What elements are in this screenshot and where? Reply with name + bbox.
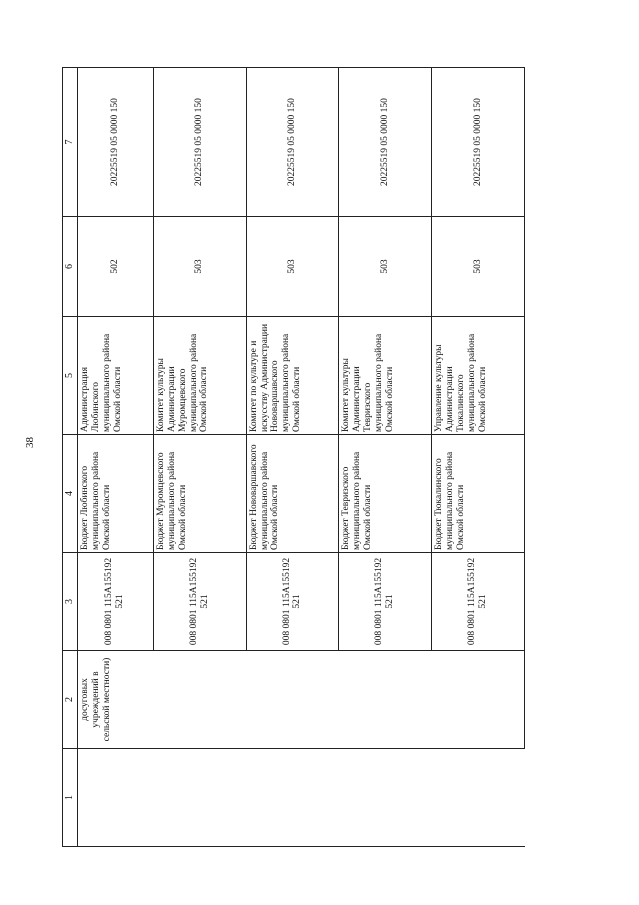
header-row	[63, 68, 78, 847]
header-col-1: 1	[63, 749, 78, 847]
code-cell: 008 0801 115A155192 521	[78, 553, 154, 651]
col2-cell	[78, 651, 525, 749]
page-number: 38	[24, 437, 36, 448]
code6-cell: 503	[339, 217, 432, 317]
code6-cell: 503	[153, 217, 246, 317]
header-col-5: 5	[63, 317, 78, 435]
code-cell: 008 0801 115A155192 521	[153, 553, 246, 651]
budget-cell: Бюджет Муромцевского муниципального района Омской области	[153, 435, 246, 553]
budget-cell: Бюджет Нововаршавского муниципального района Омской области	[246, 435, 339, 553]
admin-cell: Комитет культуры Администрации Тевризского муниципального района Омской области	[339, 317, 432, 435]
budget-cell: Бюджет Тюкалинского муниципального района Омской области	[432, 435, 525, 553]
col1-cell	[78, 749, 525, 847]
admin-cell: Комитет культуры Администрации Муромцевского муниципального района Омской области	[153, 317, 246, 435]
header-col-6: 6	[63, 217, 78, 317]
code7-cell: 20225519 05 0000 150	[432, 68, 525, 217]
header-col-3: 3	[63, 553, 78, 651]
col2-text: досуговых учреждений в сельской местности)	[80, 657, 112, 742]
code6-cell: 502	[78, 217, 154, 317]
code-cell: 008 0801 115A155192 521	[246, 553, 339, 651]
admin-cell: Администрация Любинского муниципального района Омской области	[78, 317, 154, 435]
admin-cell: Управление культуры Администрации Тюкалинского муниципального района Омской области	[432, 317, 525, 435]
code7-cell: 20225519 05 0000 150	[339, 68, 432, 217]
code7-cell: 20225519 05 0000 150	[78, 68, 154, 217]
rotated-table-wrapper	[62, 68, 525, 847]
budget-table	[62, 67, 525, 847]
code7-cell: 20225519 05 0000 150	[246, 68, 339, 217]
header-col-2: 2	[63, 651, 78, 749]
header-col-4: 4	[63, 435, 78, 553]
budget-cell: Бюджет Тевризского муниципального района Омской области	[339, 435, 432, 553]
table-row	[78, 68, 154, 847]
code7-cell: 20225519 05 0000 150	[153, 68, 246, 217]
admin-cell: Комитет по культуре и искусству Администрации Нововаршавского муниципального района Омской области	[246, 317, 339, 435]
code-cell: 008 0801 115A155192 521	[432, 553, 525, 651]
code6-cell: 503	[246, 217, 339, 317]
header-col-7: 7	[63, 68, 78, 217]
code-cell: 008 0801 115A155192 521	[339, 553, 432, 651]
code6-cell: 503	[432, 217, 525, 317]
budget-cell: Бюджет Любинского муниципального района Омской области	[78, 435, 154, 553]
